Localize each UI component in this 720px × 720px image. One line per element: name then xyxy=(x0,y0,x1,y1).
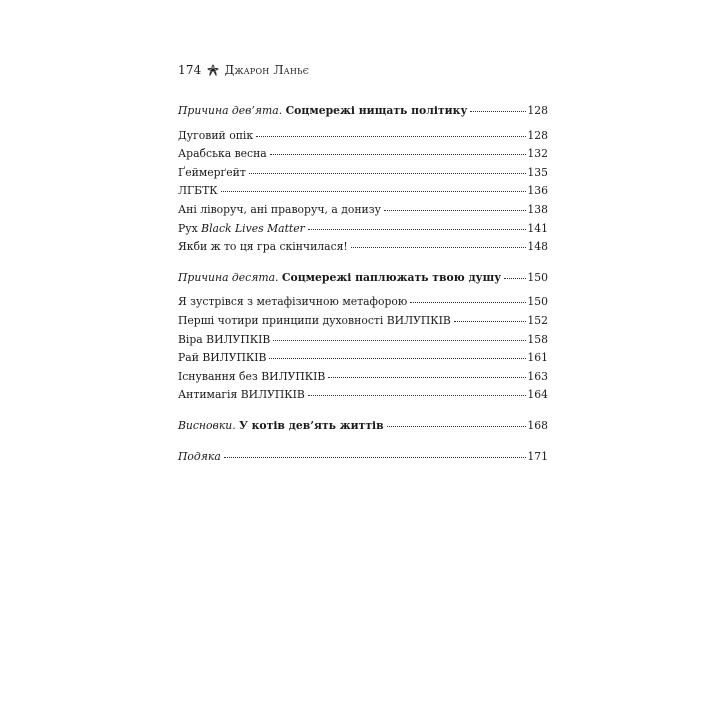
toc-entry-label: Перші чотири принципи духовності ВИЛУПКІВ xyxy=(178,313,451,327)
toc-entry-label: Рай ВИЛУПКІВ xyxy=(178,351,267,365)
toc-entry-title xyxy=(178,448,221,467)
toc-section xyxy=(178,269,548,405)
page-number: 174 xyxy=(178,63,202,77)
toc-page-number: 136 xyxy=(527,184,548,198)
toc-page-number: 158 xyxy=(527,332,548,346)
toc-page-number: 171 xyxy=(527,449,548,463)
toc-entry-title xyxy=(178,368,325,387)
toc-entry-label: Антимагія ВИЛУПКІВ xyxy=(178,388,305,402)
toc-entry-title xyxy=(178,145,267,164)
toc-section xyxy=(178,448,548,467)
toc-heading-label-italic: Причина дев’ята. xyxy=(178,104,283,117)
toc-page-number: 128 xyxy=(527,104,548,117)
toc-entry xyxy=(178,145,548,164)
dot-leader xyxy=(452,312,527,324)
toc-entry-title xyxy=(178,386,305,405)
toc-entry-title xyxy=(178,182,218,201)
toc-section-heading xyxy=(178,269,548,288)
toc-entry xyxy=(178,331,548,350)
toc-heading-label-italic: Подяка xyxy=(178,449,221,463)
toc-page-number: 138 xyxy=(527,202,548,216)
toc-entry xyxy=(178,349,548,368)
toc-entry xyxy=(178,368,548,387)
dot-leader xyxy=(349,238,527,250)
toc-entry-title xyxy=(178,164,246,183)
toc-heading-label-bold: Соцмережі паплюжать твою душу xyxy=(281,270,502,284)
dot-leader xyxy=(468,102,526,114)
table-of-contents xyxy=(178,102,548,478)
toc-entry-label: ЛГБТК xyxy=(178,184,218,198)
toc-entry-label: Якби ж то ця гра скінчилася! xyxy=(178,240,348,254)
toc-section-heading xyxy=(178,448,548,467)
toc-entry-title xyxy=(178,312,451,331)
dot-leader xyxy=(267,349,526,361)
dot-leader xyxy=(326,368,526,380)
toc-page-number: 135 xyxy=(527,165,548,179)
toc-entry-label: Ґеймерґейт xyxy=(178,165,246,179)
toc-entry-label: Я зустрівся з метафізичною метафорою xyxy=(178,295,408,309)
toc-entry xyxy=(178,312,548,331)
toc-page-number: 150 xyxy=(527,295,548,309)
toc-page-number: 163 xyxy=(527,369,548,383)
flower-ornament-icon xyxy=(207,64,219,76)
toc-entry-title xyxy=(178,220,305,239)
dot-leader xyxy=(306,386,527,398)
dot-leader xyxy=(382,201,526,213)
toc-page-number: 141 xyxy=(527,221,548,235)
toc-heading-label-italic: Висновки. xyxy=(178,418,236,432)
toc-heading-label-bold: Соцмережі нищать політику xyxy=(285,104,468,117)
toc-entry-title xyxy=(178,127,253,146)
dot-leader xyxy=(385,417,527,429)
toc-entry xyxy=(178,164,548,183)
toc-entry-label: Рух xyxy=(178,221,202,235)
toc-heading-label-bold: У котів дев’ять життів xyxy=(239,418,384,432)
toc-entry-label: Ані ліворуч, ані праворуч, а донизу xyxy=(178,202,381,216)
toc-page-number: 161 xyxy=(527,351,548,365)
toc-entry-title xyxy=(178,269,501,288)
toc-entry xyxy=(178,293,548,312)
toc-entry-title xyxy=(178,349,266,368)
dot-leader xyxy=(271,331,526,343)
toc-entry xyxy=(178,220,548,239)
toc-entry-title xyxy=(178,238,348,257)
toc-entry xyxy=(178,201,548,220)
running-head xyxy=(178,60,309,80)
toc-entry-label: Дуговий опік xyxy=(178,128,254,142)
toc-page-number: 152 xyxy=(527,313,548,327)
toc-entry xyxy=(178,386,548,405)
toc-entry-title xyxy=(178,201,381,220)
toc-entry-label: Арабська весна xyxy=(178,147,267,161)
toc-entry-label-italic: Black Lives Matter xyxy=(201,221,305,235)
toc-entry-title xyxy=(178,331,270,350)
toc-entry-title xyxy=(178,102,467,121)
toc-entry-label: Віра ВИЛУПКІВ xyxy=(178,332,271,346)
dot-leader xyxy=(306,220,527,232)
toc-page-number: 148 xyxy=(527,240,548,254)
toc-entry-title xyxy=(178,417,384,436)
toc-page-number: 132 xyxy=(527,147,548,161)
toc-section-heading xyxy=(178,417,548,436)
toc-heading-label-italic: Причина десята. xyxy=(178,270,279,284)
dot-leader xyxy=(247,164,527,176)
toc-page-number: 128 xyxy=(527,128,548,142)
dot-leader xyxy=(268,145,527,157)
toc-section xyxy=(178,417,548,436)
dot-leader xyxy=(408,293,526,305)
dot-leader xyxy=(219,182,527,194)
toc-page-number: 168 xyxy=(527,418,548,432)
dot-leader xyxy=(502,269,526,281)
toc-entry xyxy=(178,238,548,257)
toc-entry xyxy=(178,182,548,201)
toc-entry-label: Існування без ВИЛУПКІВ xyxy=(178,369,326,383)
toc-page-number: 150 xyxy=(527,270,548,284)
dot-leader xyxy=(222,448,527,460)
toc-page-number: 164 xyxy=(527,388,548,402)
book-page xyxy=(178,0,548,720)
toc-entry xyxy=(178,127,548,146)
author-name: Джарон Ланьє xyxy=(224,63,310,77)
toc-section-heading xyxy=(178,102,548,121)
dot-leader xyxy=(254,127,526,139)
toc-section xyxy=(178,102,548,257)
toc-entry-title xyxy=(178,293,407,312)
